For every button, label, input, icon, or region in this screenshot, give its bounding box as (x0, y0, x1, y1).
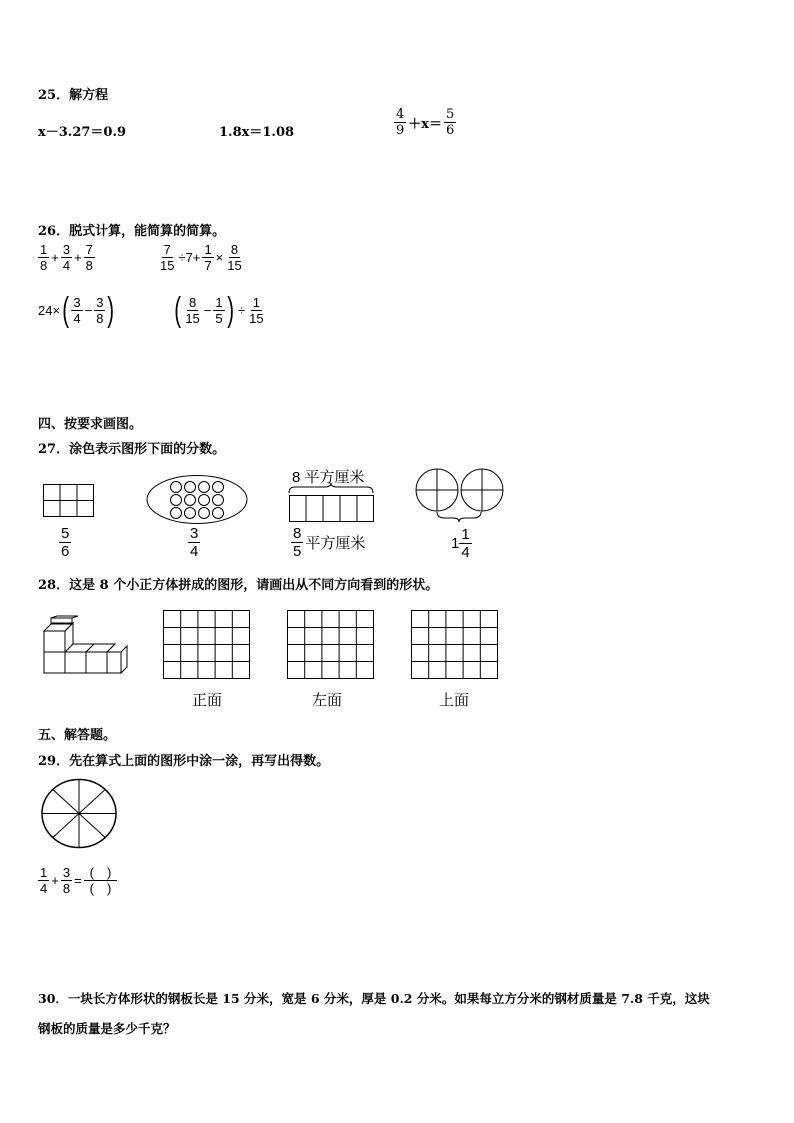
view-label-left: 左面 (312, 692, 343, 709)
q28-title: 28．这是 8 个小正方体拼成的图形，请画出从不同方向看到的形状。 (38, 578, 439, 593)
q26-expression-4: ( $\frac{8}{15}$ − $\frac{1}{5}$ ) ÷ $\frac{1}{15}$ (174, 291, 264, 329)
answer-blank[interactable]: $\frac{( )}{( )}$ (84, 866, 118, 895)
q29-title: 29．先在算式上面的图形中涂一涂，再写出得数。 (38, 754, 330, 769)
view-label-top: 上面 (439, 692, 470, 709)
q26-expression-1: $\frac{1}{8}$ + $\frac{3}{4}$ + $\frac{7}{8}$ (40, 242, 93, 273)
q26-expression-2: $\frac{7}{15}$ ÷7+ $\frac{1}{7}$ × $\frac{8}{15}$ (160, 242, 242, 273)
cube-stack-figure (43, 616, 127, 676)
section-4-heading: 四、按要求画图。 (38, 417, 143, 432)
q25-equation-1: x－3.27＝0.9 (38, 125, 127, 140)
q27-title: 27．涂色表示图形下面的分数。 (38, 442, 226, 457)
grid-front-view (163, 610, 251, 680)
ellipse-with-circles (146, 475, 250, 525)
area-label-top: 8 平方厘米 (292, 469, 365, 486)
view-label-front: 正面 (192, 692, 223, 709)
rectangle-grid-2x3 (43, 484, 95, 518)
q29-expression: $\frac{1}{4}$ + $\frac{3}{8}$ = $\frac{( )}{( )}$ (38, 866, 117, 895)
q25-title: 25．解方程 (38, 88, 109, 103)
mixed-number-1-1-4: 1 $\frac{1}{4}$ (451, 526, 470, 561)
q26-title: 26．脱式计算，能简算的简算。 (38, 224, 226, 239)
grid-left-view (287, 610, 375, 680)
q25-equation-3: $\frac{4}{9}$ ＋x＝ $\frac{5}{6}$ (396, 107, 455, 138)
q30-line-2: 钢板的质量是多少千克？ (38, 1021, 176, 1036)
brace-and-strip (287, 483, 377, 523)
circle-eighths (40, 778, 120, 850)
section-5-heading: 五、解答题。 (38, 728, 117, 743)
q25-equation-2: 1.8x＝1.08 (219, 125, 295, 140)
fraction-5-6: $\frac{5}{6}$ (61, 525, 70, 560)
grid-top-view (411, 610, 499, 680)
fraction: $\frac{5}{6}$ (446, 107, 455, 138)
q30-line-1: 30．一块长方体形状的钢板长是 15 分米，宽是 6 分米，厚是 0.2 分米。如果每立方分米的钢材质量是 7.8 千克，这块 (38, 991, 710, 1006)
fraction-3-4: $\frac{3}{4}$ (190, 525, 199, 560)
fraction: $\frac{4}{9}$ (396, 107, 405, 138)
two-quartered-circles (415, 468, 507, 522)
q26-expression-3: 24× ( $\frac{3}{4}$ − $\frac{3}{8}$ ) (38, 291, 115, 329)
fraction-8-5-area: $\frac{8}{5}$ 平方厘米 (293, 525, 366, 560)
